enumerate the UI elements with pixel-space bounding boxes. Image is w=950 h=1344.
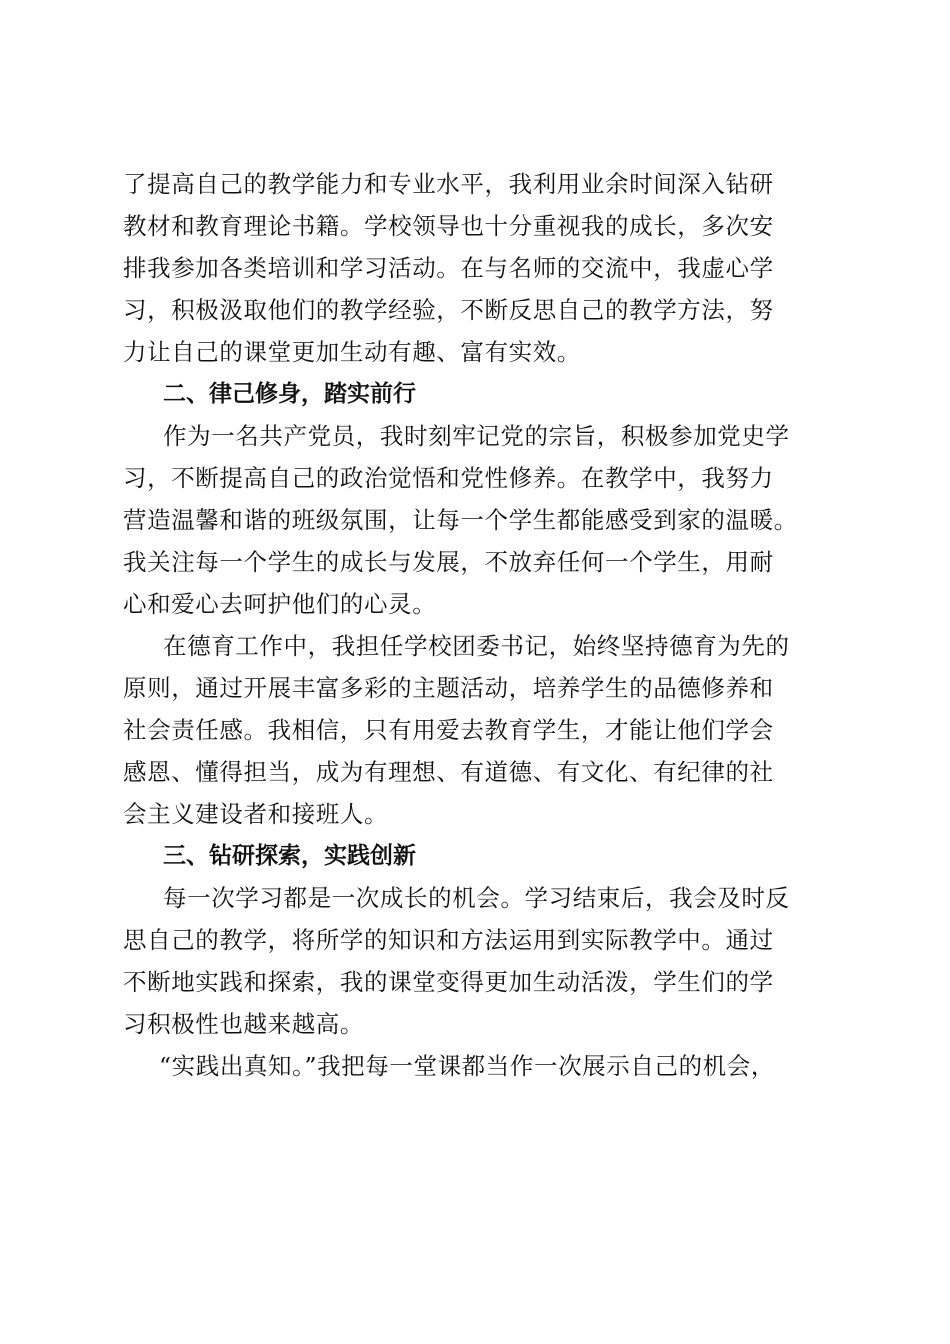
- text-line: 我关注每一个学生的成长与发展，不放弃任何一个学生，用耐: [123, 548, 774, 576]
- text-line: 思自己的教学，将所学的知识和方法运用到实际教学中。通过: [123, 926, 774, 954]
- paragraph-continued: [123, 163, 833, 373]
- text-line: 排我参加各类培训和学习活动。在与名师的交流中，我虚心学: [123, 254, 774, 282]
- text-line: 原则，通过开展丰富多彩的主题活动，培养学生的品德修养和: [123, 674, 774, 702]
- text-line: 教材和教育理论书籍。学校领导也十分重视我的成长，多次安: [123, 212, 774, 240]
- text-line: 心和爱心去呵护他们的心灵。: [123, 590, 437, 618]
- text-line: “实践出真知。”我把每一堂课都当作一次展示自己的机会，: [159, 1052, 775, 1080]
- text-line: 营造温馨和谐的班级氛围，让每一个学生都能感受到家的温暖。: [123, 506, 798, 534]
- text-line: 习，积极汲取他们的教学经验，不断反思自己的教学方法，努: [123, 296, 774, 324]
- text-line: 不断地实践和探索，我的课堂变得更加生动活泼，学生们的学: [123, 968, 774, 996]
- text-line: 感恩、懂得担当，成为有理想、有道德、有文化、有纪律的社: [123, 758, 774, 786]
- section-heading-2: 二、律己修身，踏实前行: [163, 381, 416, 407]
- text-line: 了提高自己的教学能力和专业水平，我利用业余时间深入钻研: [123, 170, 774, 198]
- paragraph-learning: [123, 877, 833, 1045]
- text-line: 每一次学习都是一次成长的机会。学习结束后，我会及时反: [163, 884, 790, 912]
- text-line: 会主义建设者和接班人。: [123, 800, 389, 828]
- text-line: 作为一名共产党员，我时刻牢记党的宗旨，积极参加党史学: [163, 422, 790, 450]
- paragraph-moral-education: [123, 625, 833, 835]
- paragraph-party-member: [123, 415, 833, 625]
- text-line: 社会责任感。我相信，只有用爱去教育学生，才能让他们学会: [123, 716, 774, 744]
- text-line: 习，不断提高自己的政治觉悟和党性修养。在教学中，我努力: [123, 464, 774, 492]
- text-line: 习积极性也越来越高。: [123, 1010, 364, 1038]
- section-heading-3: 三、钻研探索，实践创新: [163, 843, 416, 869]
- paragraph-practice-quote: [123, 1045, 833, 1087]
- document-page: [123, 163, 833, 1087]
- text-line: 在德育工作中，我担任学校团委书记，始终坚持德育为先的: [163, 632, 790, 660]
- text-line: 力让自己的课堂更加生动有趣、富有实效。: [123, 338, 581, 366]
